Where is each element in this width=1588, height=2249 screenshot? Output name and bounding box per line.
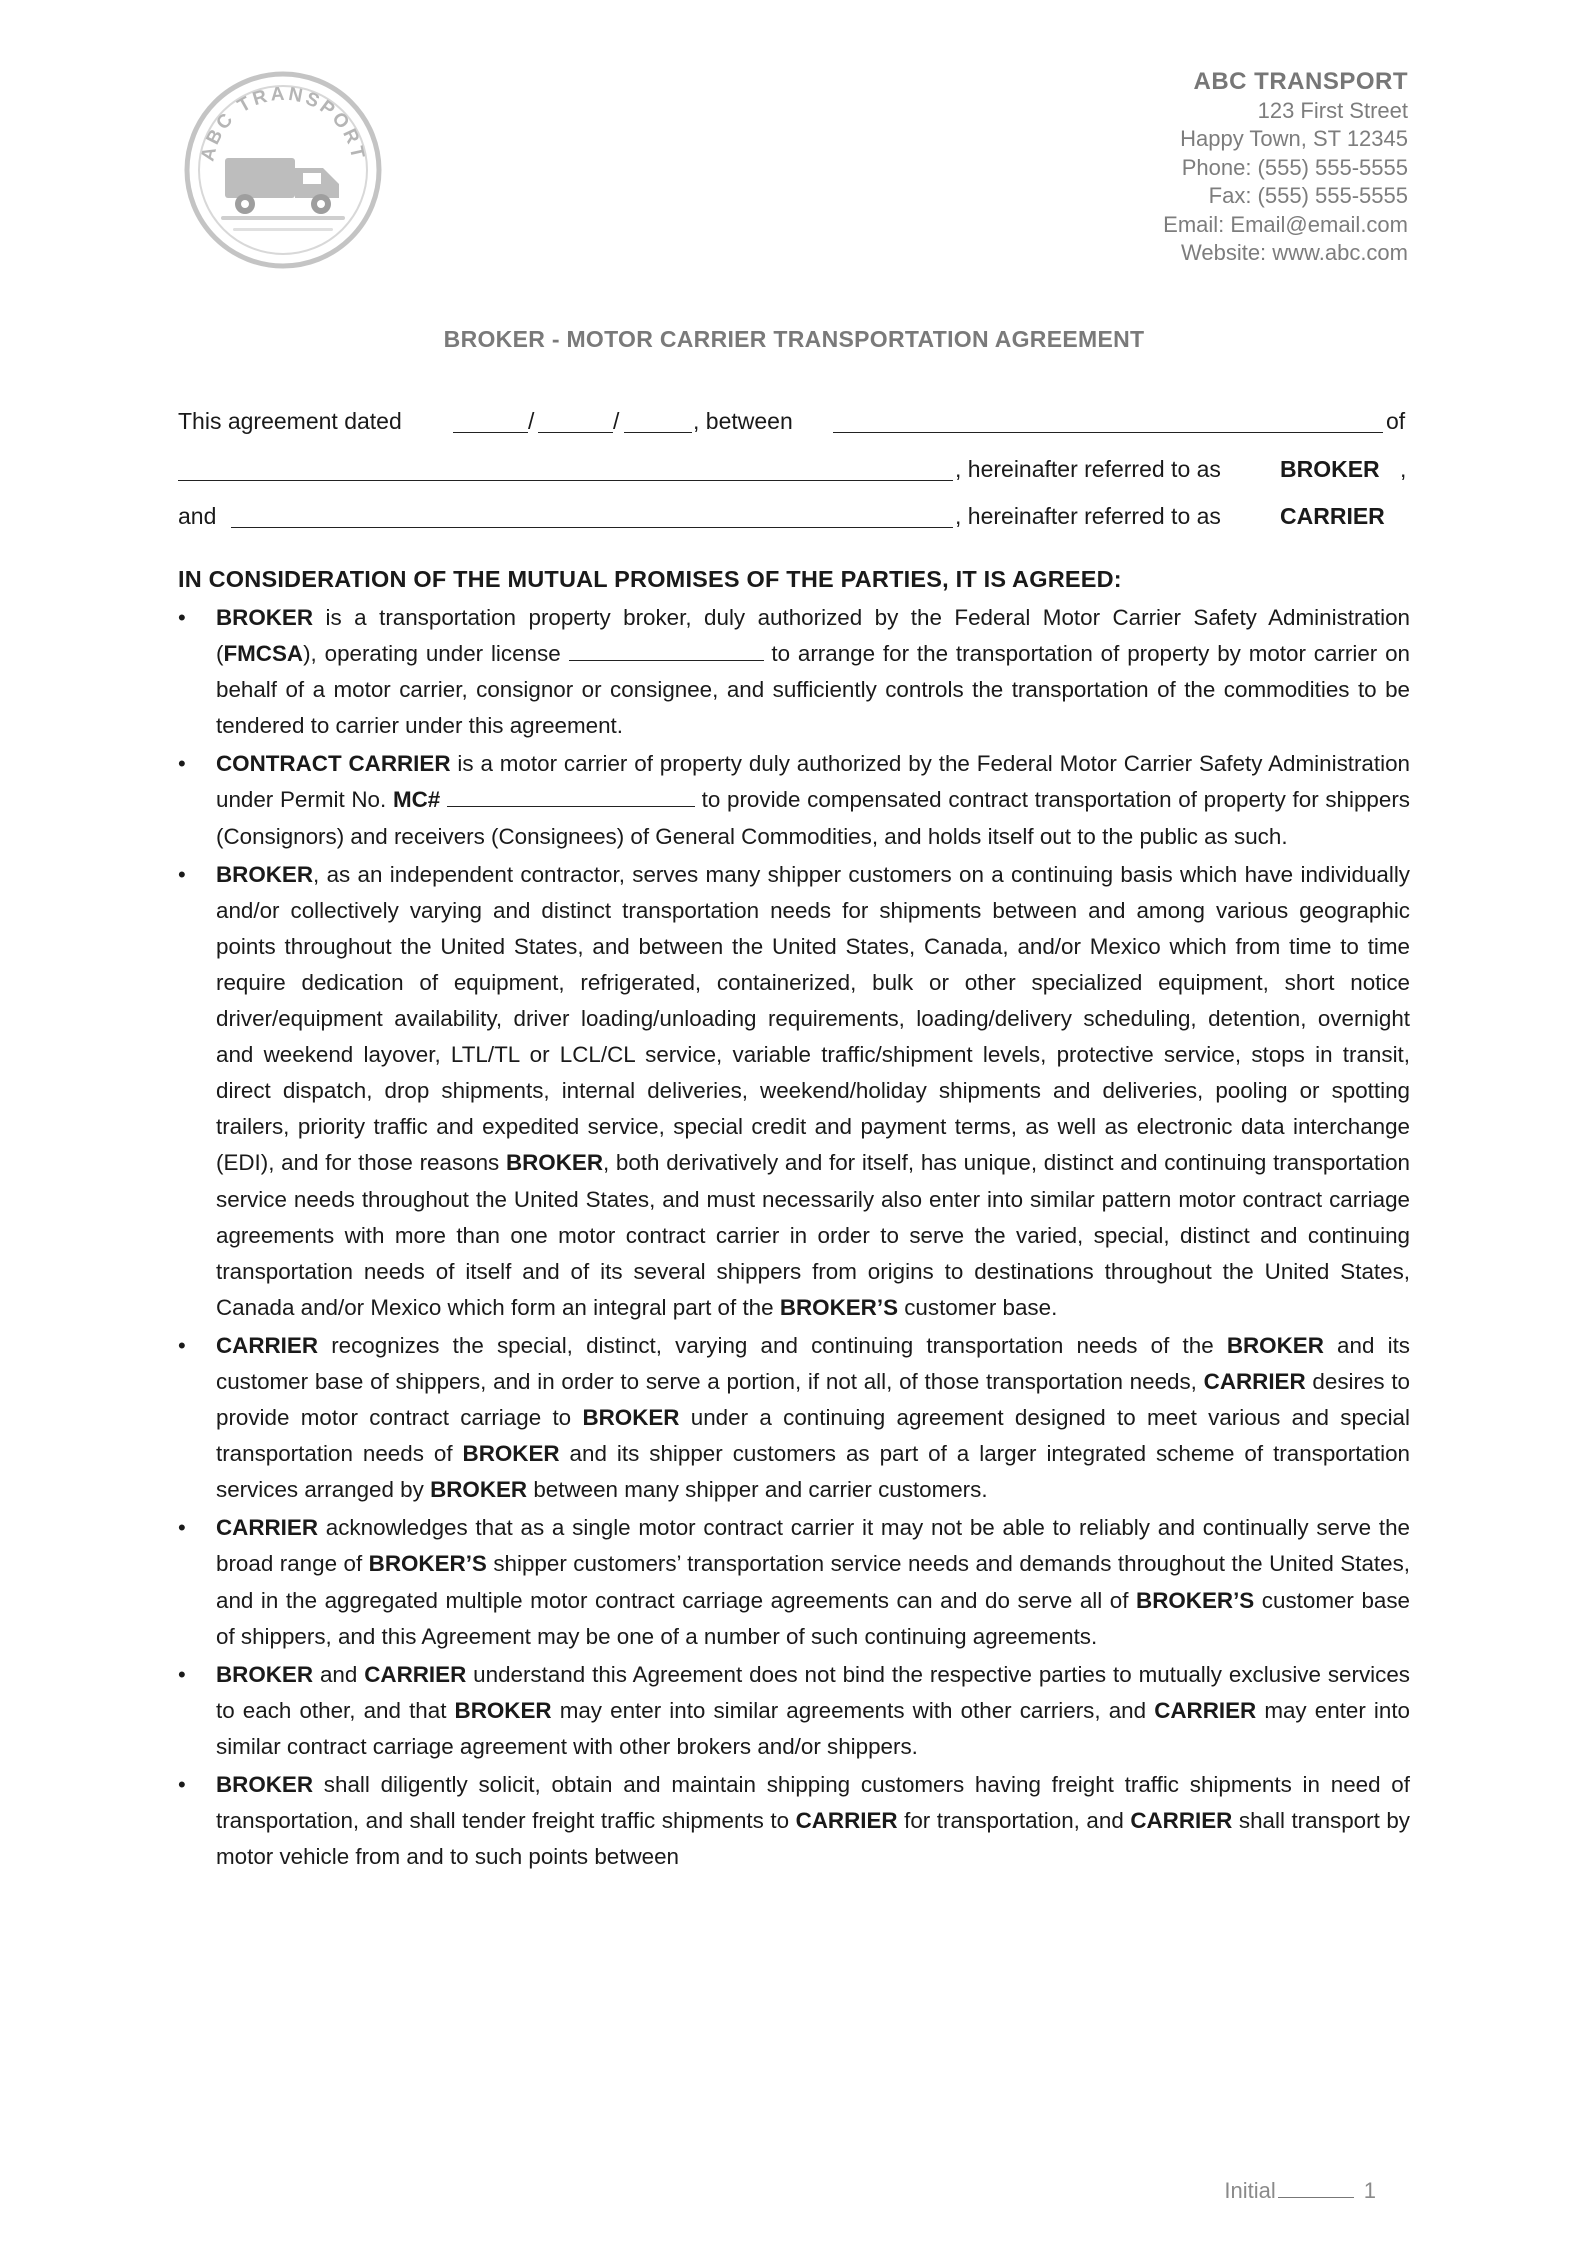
carrier-name-field[interactable]: [231, 527, 953, 528]
company-website: Website: www.abc.com: [1180, 240, 1408, 265]
document-title: BROKER - MOTOR CARRIER TRANSPORTATION AGREEMENT: [443, 326, 1145, 352]
list-item: • BROKER is a transportation property broker, duly authorized by the Federal Motor Carrier Safety Administration (FMCSA), operating under license to arrange for the transportation of property by motor carrier on behalf of a motor carrier, consignor or consignee, and sufficiently controls the transportation of the commodities to be tendered to carrier under this agreement.: [178, 600, 1410, 744]
company-street: 123 First Street: [1257, 97, 1408, 123]
broker-name-field[interactable]: [833, 432, 1383, 433]
company-logo: [183, 70, 383, 270]
initial-label: Initial: [1224, 2178, 1276, 2203]
terms-list: [178, 600, 1410, 1877]
company-fax: Fax: (555) 555-5555: [1208, 183, 1408, 208]
logo-ring-text: ABC TRANSPORT: [197, 83, 369, 164]
date-month-field[interactable]: [453, 432, 528, 433]
date-day-field[interactable]: [538, 432, 613, 433]
of-label: of: [1386, 408, 1406, 434]
carrier-term: CARRIER: [1280, 503, 1385, 529]
company-city: Happy Town, ST 12345: [1180, 126, 1408, 151]
company-info: [1163, 68, 1408, 268]
broker-address-field[interactable]: [178, 480, 953, 481]
company-email: Email: Email@email.com: [1163, 211, 1408, 237]
list-item: • CARRIER recognizes the special, distinct, varying and continuing transportation needs of the BROKER and its customer base of shippers, and in order to serve a portion, if not all, of those transportation needs, CARRIER desires to provide motor contract carriage to BROKER under a continuing agreement designed to meet various and special transportation needs of BROKER and its shipper customers as part of a larger integrated scheme of transportation services arranged by BROKER between many shipper and carrier customers.: [178, 1328, 1410, 1508]
mc-number-field[interactable]: [447, 788, 695, 807]
list-item: • BROKER and CARRIER understand this Agreement does not bind the respective parties to mutually exclusive services to each other, and that BROKER may enter into similar agreements with other carriers, and CARRIER may enter into similar contract carriage agreement with other brokers and/or shippers.: [178, 1657, 1410, 1765]
broker-suffix: , hereinafter referred to as: [955, 456, 1221, 482]
agreement-date-line: [178, 408, 1410, 438]
license-field[interactable]: [569, 642, 764, 661]
page-footer: [1224, 2178, 1376, 2204]
broker-line: [178, 456, 1410, 486]
carrier-line: [178, 503, 1410, 533]
date-year-field[interactable]: [624, 432, 692, 433]
between-label: , between: [693, 408, 793, 434]
list-item: • BROKER shall diligently solicit, obtain and maintain shipping customers having freight traffic shipments in need of transportation, and shall tender freight traffic shipments to CARRIER for transportation, and CARRIER shall transport by motor vehicle from and to such points between: [178, 1767, 1410, 1875]
broker-term: BROKER: [1280, 456, 1380, 482]
consideration-heading: IN CONSIDERATION OF THE MUTUAL PROMISES OF THE PARTIES, IT IS AGREED:: [178, 566, 1122, 592]
dated-label: This agreement dated: [178, 408, 402, 434]
list-item: • BROKER, as an independent contractor, serves many shipper customers on a continuing basis which have individually and/or collectively varying and distinct transportation needs for shipments between and among various geographic points throughout the United States, and between the United States, Canada, and/or Mexico which from time to time require dedication of equipment, refrigerated, containerized, bulk or other specialized equipment, short notice driver/equipment availability, driver loading/unloading requirements, loading/delivery scheduling, detention, overnight and weekend layover, LTL/TL or LCL/CL service, variable traffic/shipment levels, protective service, stops in transit, direct dispatch, drop shipments, internal deliveries, weekend/holiday shipments and deliveries, pooling or spotting trailers, priority traffic and expedited service, special credit and payment terms, as well as electronic data interchange (EDI), and for those reasons BROKER, both derivatively and for itself, has unique, distinct and continuing transportation service needs throughout the United States, and must necessarily also enter into similar pattern motor contract carriage agreements with more than one motor contract carrier in order to serve the varied, special, distinct and continuing transportation needs of itself and of its several shippers from origins to destinations throughout the United States, Canada and/or Mexico which form an integral part of the BROKER’S customer base.: [178, 857, 1410, 1326]
date-slash: /: [613, 408, 620, 434]
company-name: ABC TRANSPORT: [1193, 68, 1408, 95]
and-label: and: [178, 503, 217, 529]
initial-field[interactable]: [1278, 2179, 1354, 2198]
broker-comma: ,: [1400, 456, 1407, 482]
list-item: • CARRIER acknowledges that as a single motor contract carrier it may not be able to reliably and continually serve the broad range of BROKER’S shipper customers’ transportation service needs and demands throughout the United States, and in the aggregated multiple motor contract carriage agreements can and do serve all of BROKER’S customer base of shippers, and this Agreement may be one of a number of such continuing agreements.: [178, 1510, 1410, 1654]
company-phone: Phone: (555) 555-5555: [1181, 154, 1408, 180]
page-number: 1: [1363, 2178, 1376, 2203]
carrier-suffix: , hereinafter referred to as: [955, 503, 1221, 529]
list-item: • CONTRACT CARRIER is a motor carrier of property duly authorized by the Federal Motor Carrier Safety Administration under Permit No. MC# to provide compensated contract transportation of property for shippers (Consignors) and receivers (Consignees) of General Commodities, and holds itself out to the public as such.: [178, 746, 1410, 854]
date-slash: /: [528, 408, 535, 434]
